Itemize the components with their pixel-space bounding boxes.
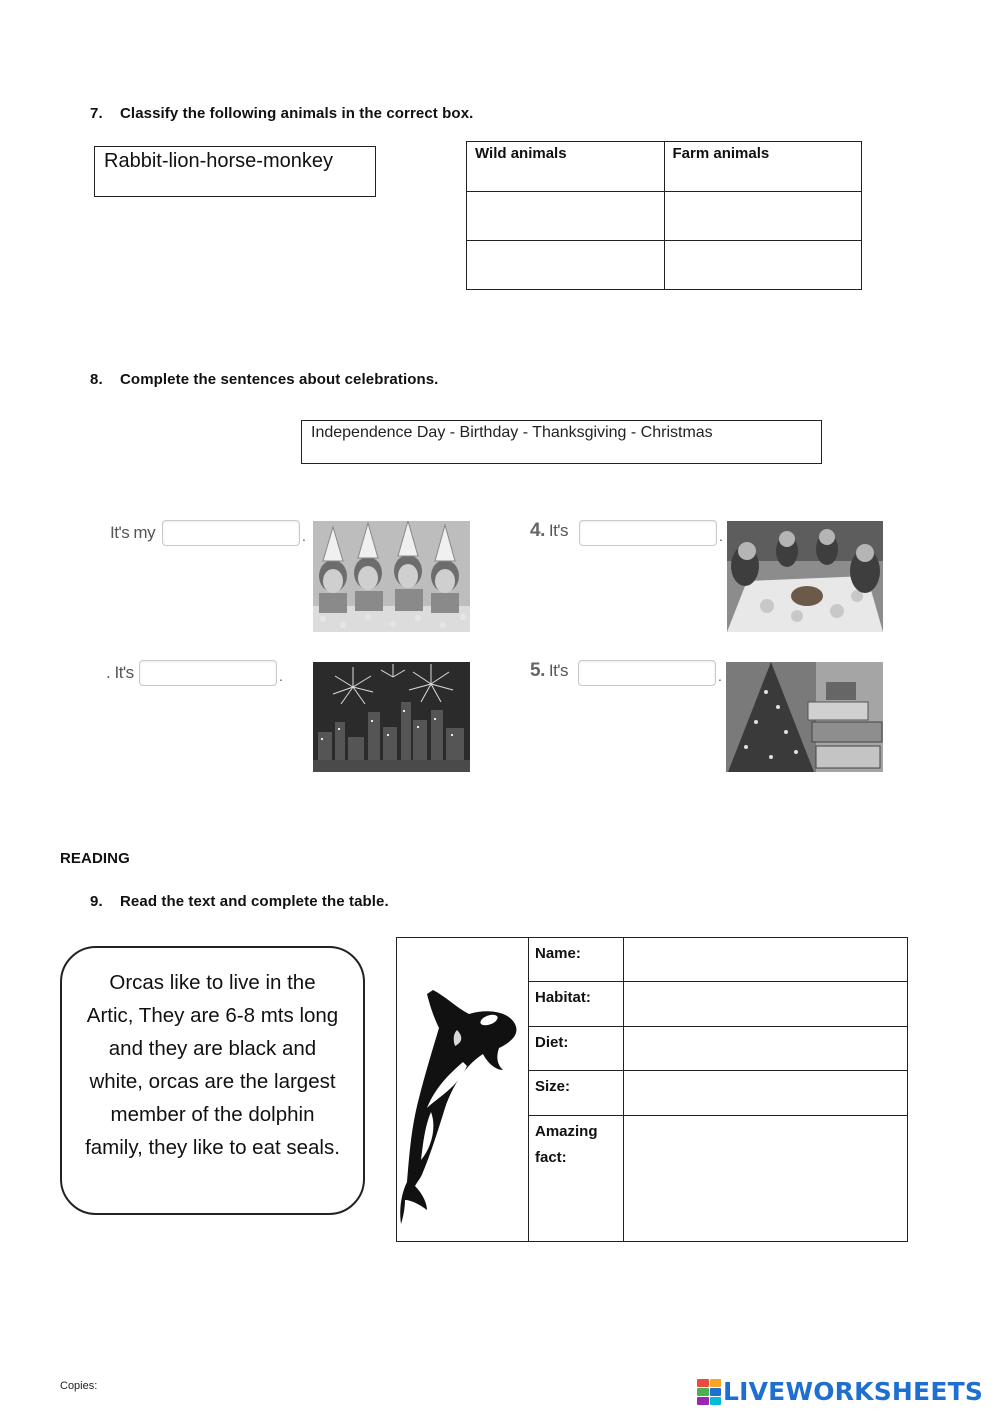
orca-image-cell: [397, 938, 529, 1242]
wild-animal-cell-2[interactable]: [467, 241, 665, 290]
wild-animal-input-2[interactable]: [467, 241, 664, 289]
name-answer-cell[interactable]: [623, 938, 907, 982]
logo-mark-icon: [697, 1379, 721, 1405]
name-label: Name:: [529, 938, 624, 982]
copies-label: Copies:: [60, 1380, 98, 1392]
sentence-3-prefix: . It's: [106, 663, 134, 682]
name-answer-input[interactable]: [624, 938, 907, 981]
sentence-4-period: .: [719, 528, 723, 544]
diet-answer-cell[interactable]: [623, 1026, 907, 1070]
size-label: Size:: [529, 1071, 624, 1115]
farm-animals-header: Farm animals: [664, 142, 862, 192]
habitat-answer-cell[interactable]: [623, 982, 907, 1026]
sentence-1-answer-input[interactable]: [162, 520, 300, 546]
diet-answer-input[interactable]: [624, 1027, 907, 1070]
sentence-3-answer-input[interactable]: [139, 660, 277, 686]
question-8-title: 8. Complete the sentences about celebrations.: [90, 371, 439, 388]
orca-fact-table: [396, 937, 908, 1242]
wild-animal-cell-1[interactable]: [467, 192, 665, 241]
habitat-label: Habitat:: [529, 982, 624, 1026]
sentence-3-period: .: [279, 668, 283, 684]
amazing-fact-label: Amazing fact:: [529, 1115, 624, 1241]
birthday-party-photo: [313, 521, 470, 632]
sentence-4-answer-input[interactable]: [579, 520, 717, 546]
sentence-1-period: .: [302, 528, 306, 544]
farm-animal-input-2[interactable]: [665, 241, 862, 289]
logo-text: LIVEWORKSHEETS: [723, 1377, 984, 1406]
question-7-title: 7. Classify the following animals in the correct box.: [90, 105, 474, 122]
sentence-5-answer-input[interactable]: [578, 660, 716, 686]
farm-animal-cell-2[interactable]: [664, 241, 862, 290]
amazing-fact-answer-cell[interactable]: [623, 1115, 907, 1241]
orca-icon: [397, 938, 528, 1236]
size-answer-cell[interactable]: [623, 1071, 907, 1115]
fireworks-city-photo: [313, 662, 470, 772]
habitat-answer-input[interactable]: [624, 982, 907, 1025]
size-answer-input[interactable]: [624, 1071, 907, 1114]
farm-animal-cell-1[interactable]: [664, 192, 862, 241]
animal-word-box: Rabbit-lion-horse-monkey: [94, 146, 376, 197]
farm-animal-input-1[interactable]: [665, 192, 862, 240]
wild-animals-header: Wild animals: [467, 142, 665, 192]
sentence-1-prefix: It's my: [110, 523, 156, 542]
liveworksheets-logo[interactable]: [697, 1377, 983, 1406]
thanksgiving-dinner-photo: [727, 521, 883, 632]
christmas-tree-photo: [726, 662, 883, 772]
sentence-5-prefix: 5. It's: [530, 660, 569, 681]
question-9-title: 9. Read the text and complete the table.: [90, 893, 389, 910]
sentence-4-prefix: 4. It's: [530, 520, 569, 541]
orca-reading-passage: Orcas like to live in the Artic, They are 6-8 mts long and they are black and white, orcas are the largest member of the dolphin family, they like to eat seals.: [60, 946, 365, 1215]
wild-animal-input-1[interactable]: [467, 192, 664, 240]
celebration-word-bank: Independence Day - Birthday - Thanksgiving - Christmas: [301, 420, 822, 464]
sentence-5-period: .: [718, 668, 722, 684]
diet-label: Diet:: [529, 1026, 624, 1070]
amazing-fact-answer-input[interactable]: [624, 1116, 907, 1241]
animal-classification-table: [466, 141, 862, 290]
reading-heading: READING: [60, 850, 130, 867]
